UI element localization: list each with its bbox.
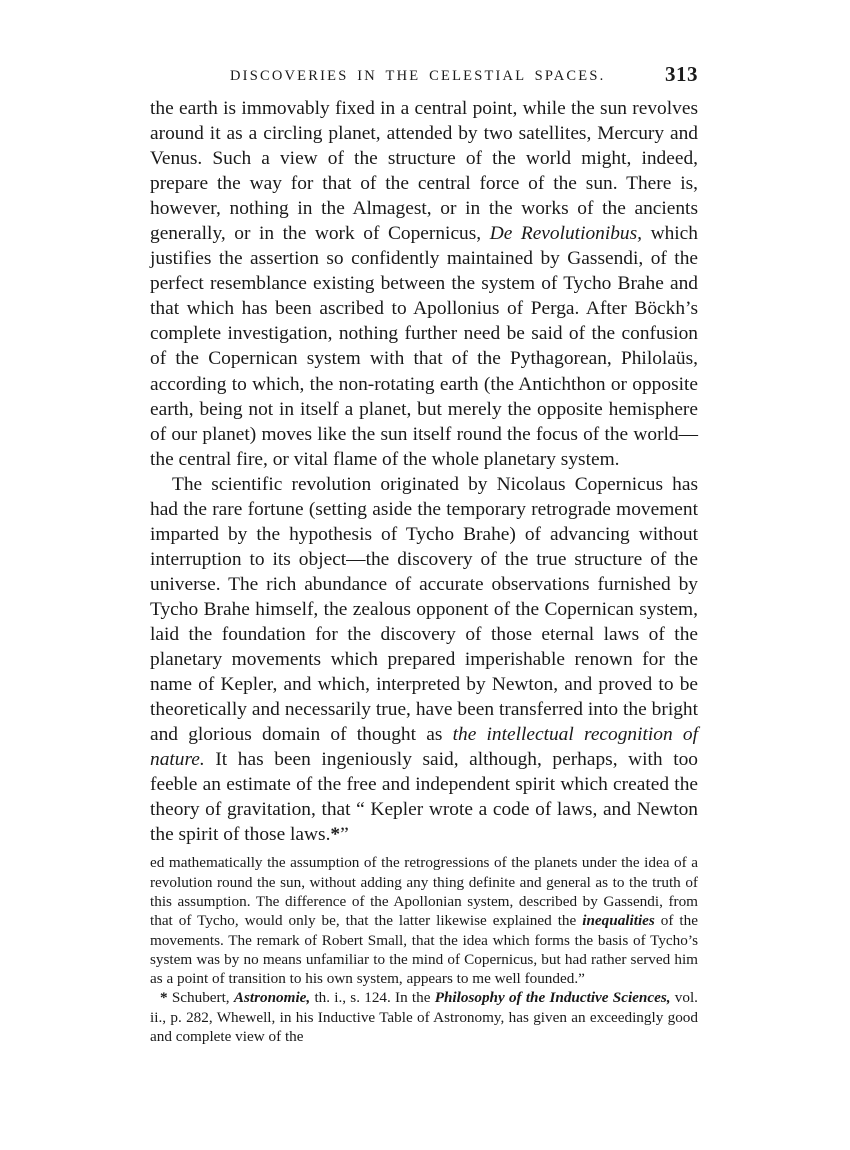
footnote-star bbox=[150, 988, 698, 1046]
running-head bbox=[150, 62, 698, 96]
footnote-1-text-2: of the movements. The remark of Robert Small, that the idea which forms the basis of Tycho’s system was by no means unfamiliar to the mind of Copernicus, but had rather served him as a point of transition to his own system, appears to me well founded.” bbox=[150, 912, 698, 988]
paragraph-2-text-2: It has been ingeniously said, although, perhaps, with too feeble an estimate of the free and independent spirit which created the theory of gravitation, that “ Kepler wrote a code of laws, and Newton the spirit of those laws. bbox=[150, 749, 698, 846]
paragraph-1-italic-title: De Revolutionibus, bbox=[489, 223, 643, 245]
paragraph-2-text-3: ” bbox=[340, 824, 349, 846]
running-title: DISCOVERIES IN THE CELESTIAL SPACES. bbox=[230, 68, 606, 84]
footnote-marker: * bbox=[330, 824, 341, 846]
footnote-2-italic-2: Philosophy of the Inductive Sciences, bbox=[434, 989, 671, 1007]
paragraph-2-text-1: The scientific revolution originated by Nicolaus Copernicus has had the rare fortune (setting aside the temporary retrograde movement imparted by the hypothesis of Tycho Brahe) of advancing without interruption to its object—the discovery of the true structure of the universe. The rich abundance of accurate observations furnished by Tycho Brahe himself, the zealous opponent of the Copernican system, laid the foundation for the discovery of those eternal laws of the planetary movements which prepared imperishable renown for the name of Kepler, and which, interpreted by Newton, and proved to be theoretically and necessarily true, have been transferred into the bright and glorious domain of thought as bbox=[150, 473, 698, 746]
footnotes bbox=[150, 853, 698, 1046]
footnote-2-italic-1: Astronomie, bbox=[233, 989, 311, 1007]
paragraph-1-text-1: the earth is immovably fixed in a central point, while the sun revolves around it as a circling planet, attended by two satellites, Mercury and Venus. Such a view of the structure of the world might, indeed, prepare the way for that of the central force of the sun. There is, however, nothing in the Almagest, or in the works of the ancients generally, or in the work of Copernicus, bbox=[150, 98, 698, 245]
footnote-2-text-2: th. i., s. 124. In the bbox=[310, 989, 435, 1007]
footnote-1-italic: inequalities bbox=[582, 912, 655, 930]
main-text bbox=[150, 96, 698, 847]
paragraph-1 bbox=[150, 96, 698, 472]
footnote-continued bbox=[150, 853, 698, 988]
paragraph-1-text-2: which justifies the assertion so confidently maintained by Gassendi, of the perfect resemblance existing between the system of Tycho Brahe and that which has been ascribed to Apollonius of Perga. After Böckh’s complete investigation, nothing further need be said of the confusion of the Copernican system with that of the Pythagorean, Philolaüs, according to which, the non-rotating earth (the Antichthon or opposite earth, being not in itself a planet, but merely the opposite hemisphere of our planet) moves like the sun itself round the focus of the world—the central fire, or vital flame of the whole planetary system. bbox=[150, 223, 698, 470]
footnote-2-text-3: vol. ii., p. 282, Whewell, in his Inductive Table of Astronomy, has given an exceedingly good and complete view of the bbox=[150, 989, 698, 1046]
page-number: 313 bbox=[665, 62, 698, 86]
paragraph-2-italic-phrase: the intellectual recognition of nature. bbox=[150, 724, 698, 771]
book-page bbox=[150, 62, 698, 1046]
paragraph-2 bbox=[150, 472, 698, 848]
footnote-2-marker: * bbox=[160, 989, 168, 1007]
footnote-2-text-1: Schubert, bbox=[167, 989, 234, 1007]
footnote-1-text-1: ed mathematically the assumption of the retrogressions of the planets under the idea of a revolution round the sun, without adding any thing definite and general as to the truth of this assumption. The difference of the Apollonian system, described by Gassendi, from that of Tycho, would only be, that the latter likewise explained the bbox=[150, 854, 698, 930]
